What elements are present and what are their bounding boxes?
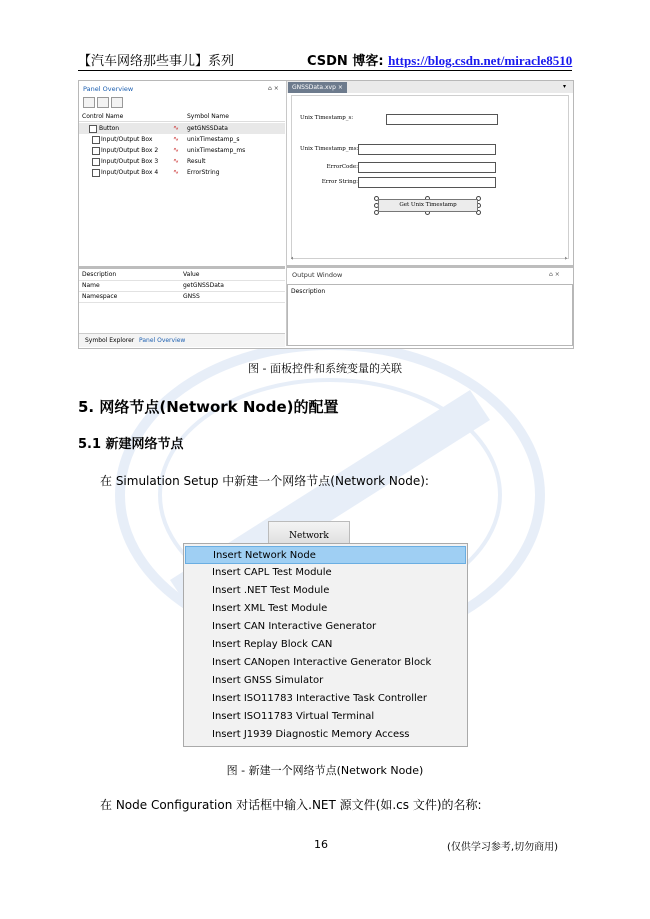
paragraph-1: 在 Simulation Setup 中新建一个网络节点(Network Node):: [100, 474, 429, 488]
document-tabbar: [287, 81, 573, 93]
panel-overview-pane: [79, 81, 287, 346]
menu-item[interactable]: [185, 582, 466, 600]
props-header: [79, 270, 285, 281]
sysvar-icon: ∿: [173, 168, 179, 176]
sysvar-icon: ∿: [173, 146, 179, 154]
menu-item[interactable]: [185, 672, 466, 690]
props-col-value: Value: [183, 271, 200, 278]
subsection-heading: 5.1 新建网络节点: [78, 437, 184, 452]
col-symbol-name: Symbol Name: [187, 113, 229, 120]
prop-value: GNSS: [183, 293, 200, 300]
tab-symbol-explorer[interactable]: Symbol Explorer: [85, 337, 135, 344]
prop-value: getGNSSData: [183, 282, 224, 289]
menu-item-label: Insert Replay Block CAN: [212, 639, 333, 650]
col-control-name: Control Name: [82, 113, 124, 120]
row-symbol: unixTimestamp_ms: [187, 147, 246, 154]
panel-canvas: [291, 95, 569, 259]
horizontal-scrollbar[interactable]: [291, 255, 567, 264]
field-label: Unix Timestamp_ms:: [300, 146, 359, 152]
row-symbol: getGNSSData: [187, 125, 228, 132]
properties-table: [79, 269, 285, 329]
prop-key: Name: [82, 282, 100, 289]
menu-item-label: Insert ISO11783 Interactive Task Controller: [212, 693, 428, 704]
io-box-icon: [92, 158, 100, 166]
scroll-left-icon[interactable]: ‹: [291, 255, 294, 262]
table-row[interactable]: [79, 123, 285, 134]
list-view-icon[interactable]: [97, 97, 109, 108]
output-description: Description: [291, 288, 326, 295]
sysvar-icon: ∿: [173, 124, 179, 132]
menu-item[interactable]: [185, 726, 466, 744]
menu-item-label: Insert J1939 Diagnostic Memory Access: [212, 729, 410, 740]
props-row: [79, 292, 285, 303]
section-heading: 5. 网络节点(Network Node)的配置: [78, 398, 339, 416]
io-box-icon: [92, 147, 100, 155]
menu-item[interactable]: [185, 618, 466, 636]
io-box-icon: [92, 136, 100, 144]
prop-key: Namespace: [82, 293, 118, 300]
props-col-key: Description: [82, 271, 117, 278]
page-number: 16: [314, 838, 328, 851]
field-label: Unix Timestamp_s:: [300, 115, 354, 121]
table-row[interactable]: [79, 134, 285, 145]
menu-item[interactable]: [185, 636, 466, 654]
row-symbol: Result: [187, 158, 206, 165]
paragraph-2: 在 Node Configuration 对话框中输入.NET 源文件(如.cs 文件)的名称:: [100, 798, 482, 812]
output-window-title: Output Window: [292, 271, 343, 279]
error-string-field[interactable]: [358, 177, 496, 188]
tab-panel-overview[interactable]: Panel Overview: [139, 337, 186, 344]
tab-gnssdata[interactable]: [288, 82, 347, 93]
sort-icon[interactable]: [111, 97, 123, 108]
menu-item-label: Insert GNSS Simulator: [212, 675, 324, 686]
tab-label: GNSSData.xvp: [292, 84, 336, 91]
menu-item[interactable]: [185, 654, 466, 672]
menu-item-label: Insert XML Test Module: [212, 603, 328, 614]
header-rule: [78, 70, 572, 71]
button-icon: [89, 125, 97, 133]
series-title: 【汽车网络那些事儿】系列: [78, 54, 235, 69]
error-code-field[interactable]: [358, 162, 496, 173]
timestamp-s-field[interactable]: [386, 114, 498, 125]
figure1-caption: 图 - 面板控件和系统变量的关联: [248, 362, 402, 375]
output-window: [287, 284, 573, 346]
row-control: Input/Output Box: [101, 136, 153, 143]
output-window-controls[interactable]: ⌂ ×: [549, 271, 560, 278]
table-header: [79, 112, 285, 122]
menu-item[interactable]: [185, 564, 466, 582]
insert-context-menu: [183, 543, 468, 747]
menu-item[interactable]: [185, 546, 466, 564]
menu-item[interactable]: [185, 600, 466, 618]
figure2-caption: 图 - 新建一个网络节点(Network Node): [226, 764, 424, 777]
pane-splitter[interactable]: [287, 265, 573, 268]
row-control: Button: [99, 125, 120, 132]
row-symbol: unixTimestamp_s: [187, 136, 240, 143]
row-symbol: ErrorString: [187, 169, 220, 176]
footer-note: (仅供学习参考,切勿商用): [447, 842, 558, 853]
menu-item-label: Insert CAPL Test Module: [212, 567, 332, 578]
panel-designer-screenshot: [78, 80, 574, 349]
menu-item-label: Insert Network Node: [213, 550, 316, 561]
sysvar-icon: ∿: [173, 135, 179, 143]
chevron-down-icon[interactable]: ▾: [563, 83, 567, 90]
field-label: ErrorCode:: [326, 164, 358, 170]
get-unix-timestamp-button[interactable]: Get Unix Timestamp: [378, 199, 478, 212]
table-row[interactable]: [79, 167, 285, 178]
row-control: Input/Output Box 3: [101, 158, 159, 165]
menu-item-label: Insert CANopen Interactive Generator Block: [212, 657, 432, 668]
designer-pane: [287, 81, 573, 346]
row-control: Input/Output Box 2: [101, 147, 159, 154]
blog-label: CSDN 博客:: [307, 54, 384, 69]
menu-item[interactable]: [185, 690, 466, 708]
row-control: Input/Output Box 4: [101, 169, 159, 176]
pane-title: Panel Overview: [83, 85, 134, 93]
network-tab[interactable]: Network: [268, 521, 350, 547]
pane-tabs: [79, 333, 285, 347]
table-row[interactable]: [79, 156, 285, 167]
menu-item-label: Insert CAN Interactive Generator: [212, 621, 377, 632]
menu-item[interactable]: [185, 708, 466, 726]
blog-link[interactable]: https://blog.csdn.net/miracle8510: [388, 53, 573, 68]
io-box-icon: [92, 169, 100, 177]
scroll-right-icon[interactable]: ›: [564, 255, 567, 262]
pane-controls[interactable]: ⌂ ×: [268, 85, 279, 92]
field-label: Error String:: [321, 179, 358, 185]
table-row[interactable]: [79, 145, 285, 156]
menu-item-label: Insert .NET Test Module: [212, 585, 330, 596]
menu-item-label: Insert ISO11783 Virtual Terminal: [212, 711, 375, 722]
close-icon[interactable]: ×: [337, 84, 343, 91]
timestamp-ms-field[interactable]: [358, 144, 496, 155]
tree-view-icon[interactable]: [83, 97, 95, 108]
props-row: [79, 281, 285, 292]
blog-info: [307, 50, 572, 69]
sysvar-icon: ∿: [173, 157, 179, 165]
